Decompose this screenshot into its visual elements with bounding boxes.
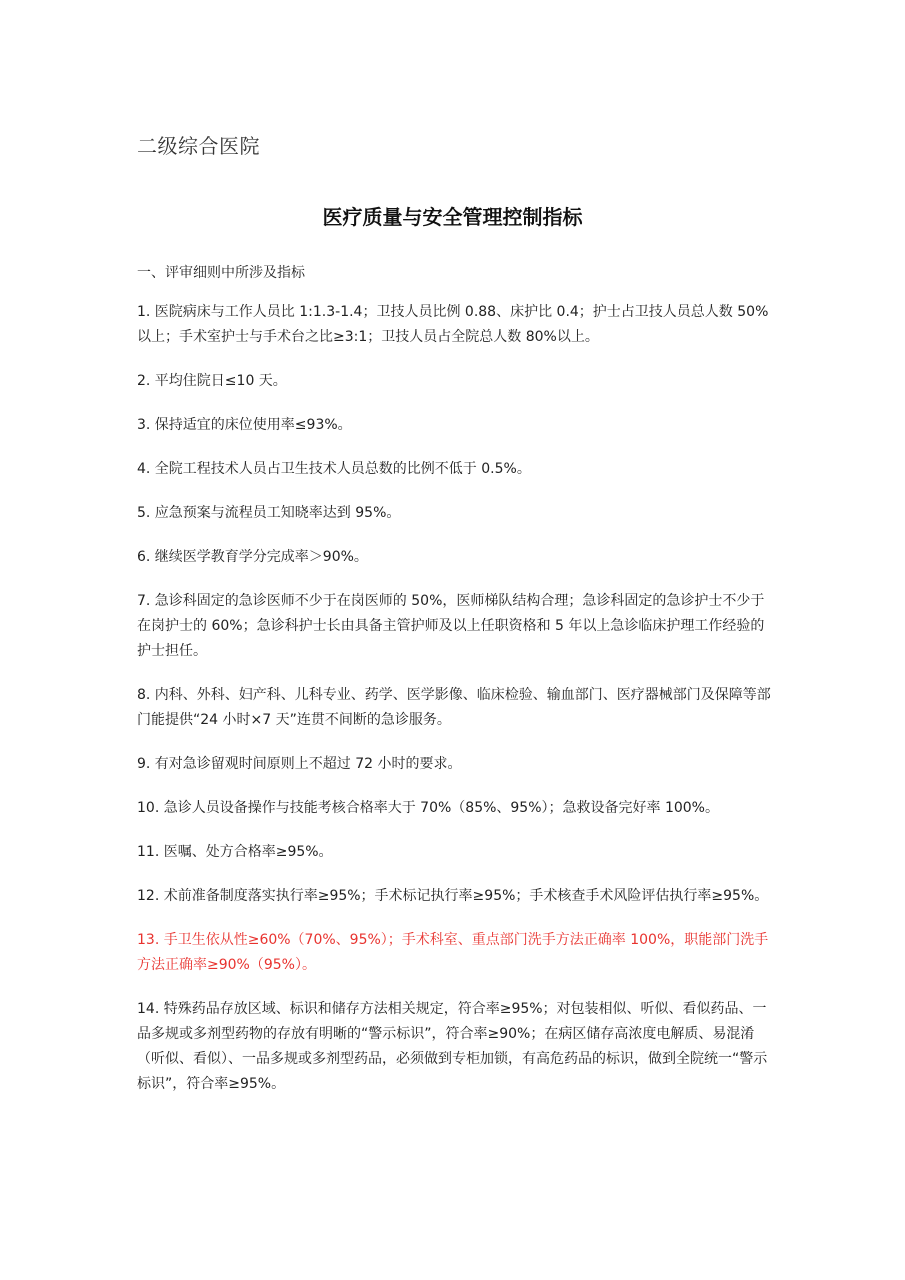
indicator-item-11: 11. 医嘱、处方合格率≥95%。 <box>137 844 333 860</box>
indicator-item-7: 7. 急诊科固定的急诊医师不少于在岗医师的 50%，医师梯队结构合理；急诊科固定的急诊护士不少于在岗护士的 60%；急诊科护士长由具备主管护师及以上任职资格和 5 年以上急诊临床护理工作经验的护士担任。 <box>137 593 765 659</box>
indicator-list <box>137 300 773 1116</box>
indicator-item-8: 8. 内科、外科、妇产科、儿科专业、药学、医学影像、临床检验、输血部门、医疗器械部门及保障等部门能提供“24 小时×7 天”连贯不间断的急诊服务。 <box>137 687 771 728</box>
indicator-item-9: 9. 有对急诊留观时间原则上不超过 72 小时的要求。 <box>137 756 462 772</box>
indicator-item-10: 10. 急诊人员设备操作与技能考核合格率大于 70%（85%、95%）；急救设备完好率 100%。 <box>137 800 719 816</box>
indicator-item-4: 4. 全院工程技术人员占卫生技术人员总数的比例不低于 0.5%。 <box>137 461 531 477</box>
indicator-item-1: 1. 医院病床与工作人员比 1:1.3-1.4；卫技人员比例 0.88、床护比 0.4；护士占卫技人员总人数 50%以上；手术室护士与手术台之比≥3:1；卫技人员占全院总人数 80%以上。 <box>137 304 769 345</box>
indicator-item-14: 14. 特殊药品存放区域、标识和储存方法相关规定，符合率≥95%；对包装相似、听似、看似药品、一品多规或多剂型药物的存放有明晰的“警示标识”，符合率≥90%；在病区储存高浓度电解质、易混淆（听似、看似）、一品多规或多剂型药品，必须做到专柜加锁，有高危药品的标识，做到全院统一“警示标识”，符合率≥95%。 <box>137 1001 768 1092</box>
section-heading: 一、评审细则中所涉及指标 <box>137 265 305 281</box>
indicator-item-12: 12. 术前准备制度落实执行率≥95%；手术标记执行率≥95%；手术核查手术风险评估执行率≥95%。 <box>137 888 769 904</box>
document-title: 医疗质量与安全管理控制指标 <box>322 205 583 229</box>
organization-title: 二级综合医院 <box>137 134 260 158</box>
indicator-item-3: 3. 保持适宜的床位使用率≤93%。 <box>137 417 352 433</box>
indicator-item-13-highlighted: 13. 手卫生依从性≥60%（70%、95%）；手术科室、重点部门洗手方法正确率 100%，职能部门洗手方法正确率≥90%（95%）。 <box>137 932 769 973</box>
indicator-item-5: 5. 应急预案与流程员工知晓率达到 95%。 <box>137 505 401 521</box>
indicator-item-2: 2. 平均住院日≤10 天。 <box>137 373 287 389</box>
indicator-item-6: 6. 继续医学教育学分完成率＞90%。 <box>137 549 368 565</box>
